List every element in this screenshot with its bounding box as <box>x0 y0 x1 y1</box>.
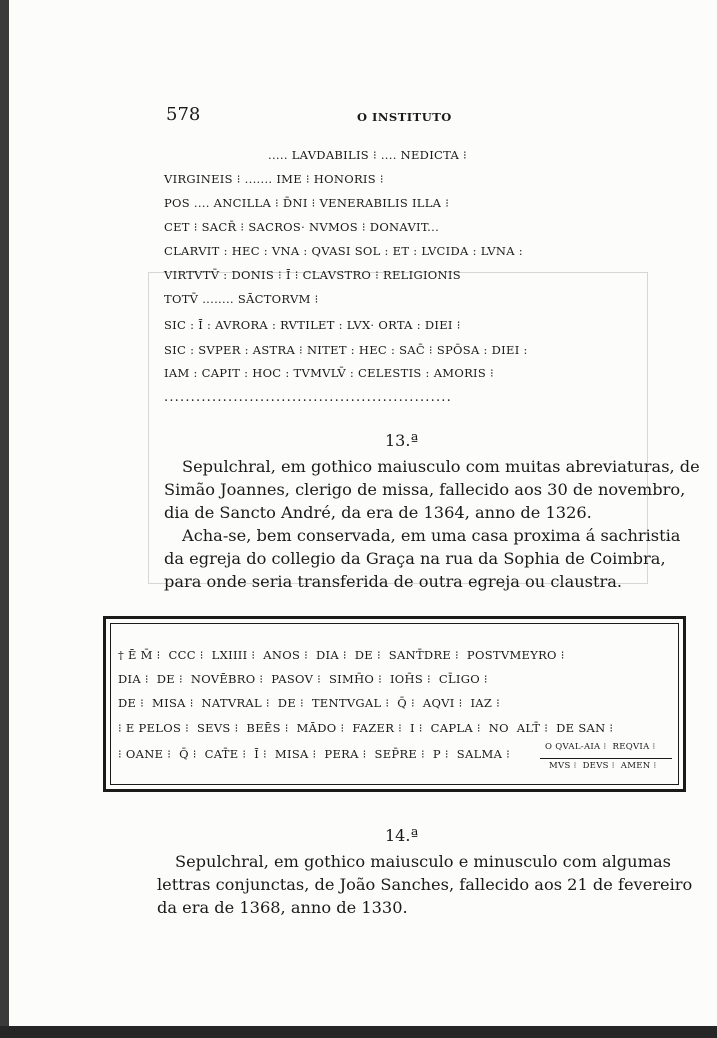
section-13-location-line: para onde seria transferida de outra egreja ou claustra. <box>164 572 623 591</box>
section-13-number: 13.ª <box>385 431 419 450</box>
page-binding-edge <box>0 0 9 1038</box>
inscription-14-line: † Ē M̄ ⁝ CCC ⁝ LXIIII ⁝ ANOS ⁝ DIA ⁝ DE ⁝ SANT̄DRE ⁝ POSTVMEYRO ⁝ <box>118 648 565 662</box>
inscription-13-line: VIRTVTV̄ : DONIS ⁝ Ī ⁝ CLAVSTRO ⁝ RELIGIONIS <box>164 268 461 282</box>
running-head: O INSTITUTO <box>357 110 452 124</box>
section-14-number: 14.ª <box>385 826 419 845</box>
section-13-description-line: dia de Sancto André, da era de 1364, anno de 1326. <box>164 503 592 522</box>
inscription-13-line: ..... LAVDABILIS ⁝ .... NEDICTA ⁝ <box>268 148 468 162</box>
inscription-14-line: DIA ⁝ DE ⁝ NOVĒBRO ⁝ PASOV ⁝ SIMH̄O ⁝ IOH̄S ⁝ CL̄IGO ⁝ <box>118 672 488 686</box>
section-13-location-line: Acha-se, bem conservada, em uma casa proxima á sachristia <box>182 526 681 545</box>
inscription-14-line: DE ⁝ MISA ⁝ NATVRAL ⁝ DE ⁝ TENTVGAL ⁝ Q̄ ⁝ AQVI ⁝ IAZ ⁝ <box>118 696 501 710</box>
inscription-13-line: CET ⁝ SACR̄ ⁝ SACROS· NVMOS ⁝ DONAVIT... <box>164 220 440 234</box>
section-13-description-line: Sepulchral, em gothico maiusculo com muitas abreviaturas, de <box>182 457 700 476</box>
inscription-13-line: POS .... ANCILLA ⁝ D̄NI ⁝ VENERABILIS ILLA ⁝ <box>164 196 450 210</box>
inscription-13-line: VIRGINEIS ⁝ ....... IME ⁝ HONORIS ⁝ <box>164 172 384 186</box>
inscription-13-dots: ...................................................... <box>164 390 452 405</box>
section-14-description-line: da era de 1368, anno de 1330. <box>157 898 408 917</box>
inscription-13-line: CLARVIT : HEC : VNA : QVASI SOL : ET : LVCIDA : LVNA : <box>164 244 523 258</box>
page-number: 578 <box>166 104 201 125</box>
inscription-13-line: SIC : Ī : AVRORA : RVTILET : LVX· ORTA : DIEI ⁝ <box>164 318 461 332</box>
inscription-14-line: ⁝ OANE ⁝ Q̄ ⁝ CAT̄E ⁝ Ī ⁝ MISA ⁝ PERA ⁝ SEP̄RE ⁝ P ⁝ SALMA ⁝ <box>118 747 511 761</box>
page-bottom-edge <box>0 1026 717 1038</box>
inscription-13-line: TOTV̄ ........ SĀCTORVM ⁝ <box>164 292 319 306</box>
inscription-13-line: IAM : CAPIT : HOC : TVMVLV̄ : CELESTIS : AMORIS ⁝ <box>164 366 494 380</box>
section-14-description-line: lettras conjunctas, de João Sanches, fallecido aos 21 de fevereiro <box>157 875 693 894</box>
section-14-description-line: Sepulchral, em gothico maiusculo e minusculo com algumas <box>175 852 671 871</box>
inscription-14-line: ⁝ E PELOS ⁝ SEVS ⁝ BEĒS ⁝ MĀDO ⁝ FAZER ⁝ I ⁝ CAPLA ⁝ NO ALT̄ ⁝ DE SAN ⁝ <box>118 721 614 735</box>
inscription-14-line5-lower: MVS ⁝ DEVS ⁝ AMEN ⁝ <box>549 761 657 771</box>
inscription-14-split-rule <box>540 758 672 759</box>
inscription-13-line: SIC : SVPER : ASTRA ⁝ NITET : HEC : SAC̄ ⁝ SPŌSA : DIEI : <box>164 343 528 357</box>
section-13-description-line: Simão Joannes, clerigo de missa, fallecido aos 30 de novembro, <box>164 480 686 499</box>
section-13-location-line: da egreja do collegio da Graça na rua da Sophia de Coimbra, <box>164 549 666 568</box>
inscription-14-line5-upper: O QVAL-AIA ⁝ REQVIA ⁝ <box>545 742 656 752</box>
